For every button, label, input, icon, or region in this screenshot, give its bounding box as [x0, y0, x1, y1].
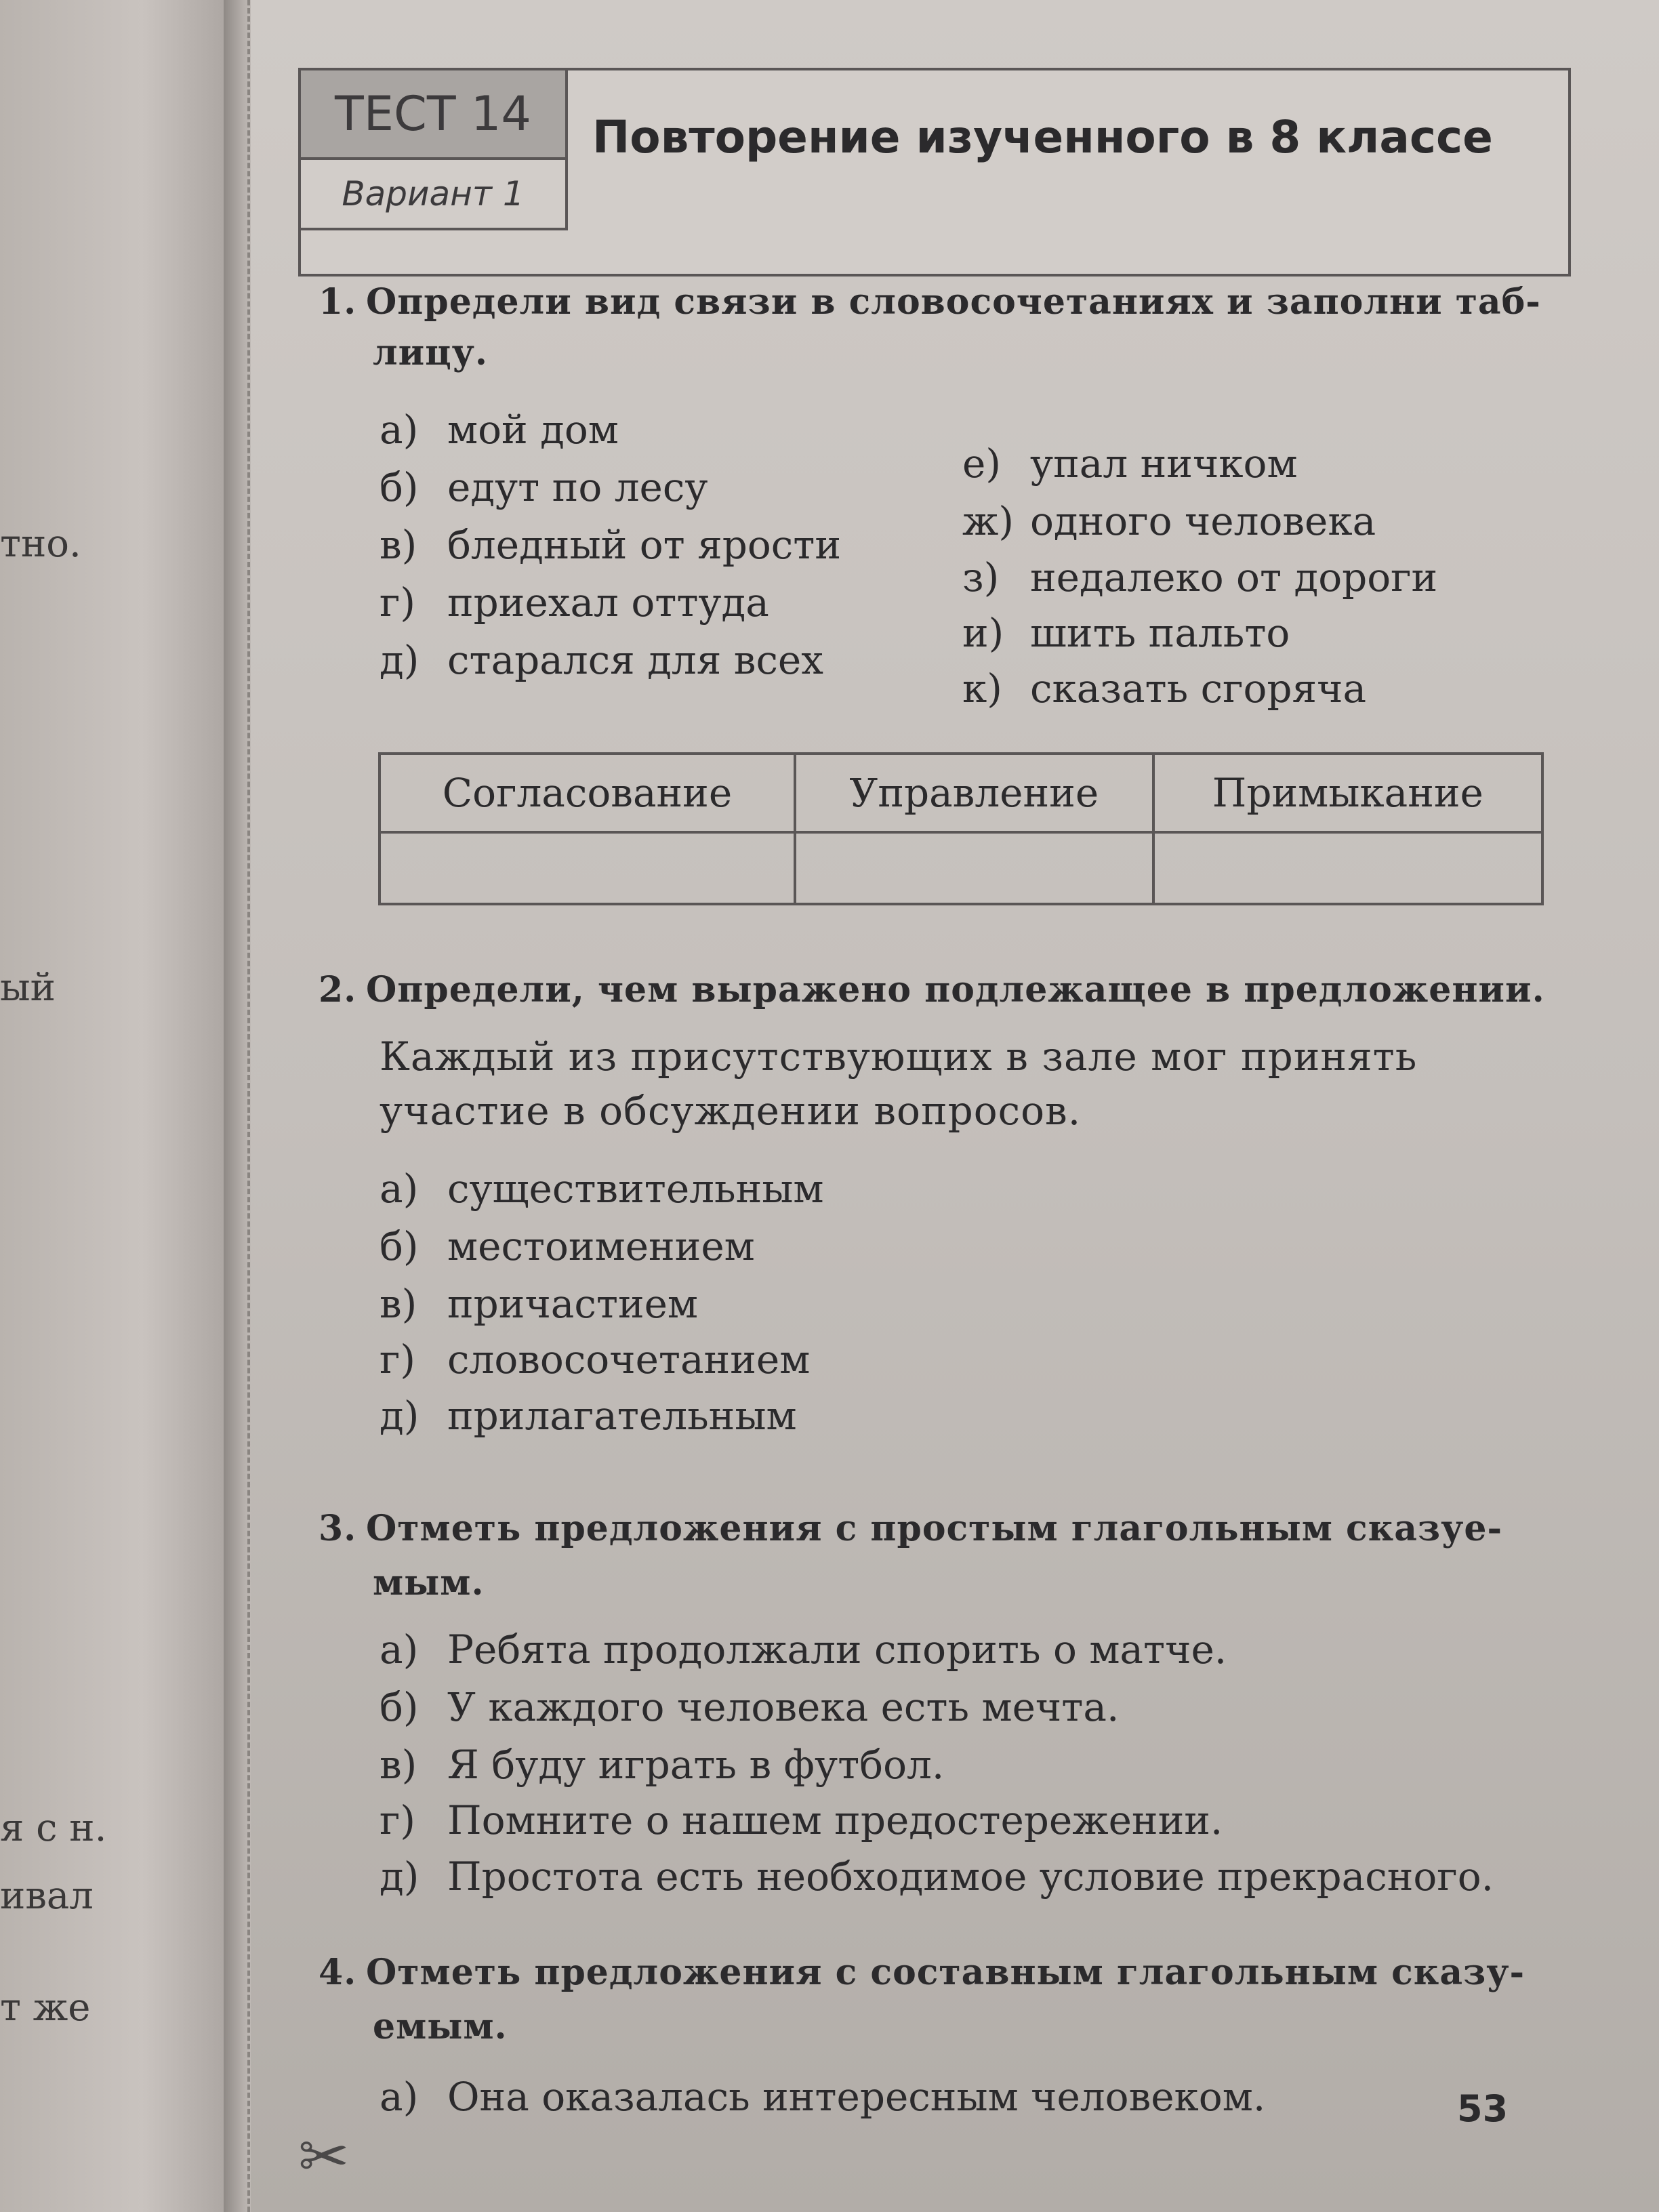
answer-cell[interactable] — [795, 832, 1153, 904]
test-title: Повторение изученного в 8 классе — [592, 111, 1493, 163]
page-number: 53 — [1457, 2087, 1509, 2130]
left-fragment: я с н. — [0, 1806, 107, 1850]
option[interactable]: б) У каждого человека есть мечта. — [380, 1684, 1120, 1730]
answer-cell[interactable] — [380, 832, 795, 904]
question-text-cont: емым. — [373, 2006, 508, 2047]
option[interactable]: в) Я буду играть в футбол. — [380, 1742, 945, 1788]
example-sentence-cont: участие в обсуждении вопросов. — [380, 1088, 1082, 1134]
option[interactable]: а) Ребята продолжали спорить о матче. — [380, 1626, 1227, 1673]
question-1 — [319, 281, 1541, 323]
option[interactable]: а) существительным — [380, 1166, 824, 1212]
question-text-cont: лицу. — [373, 332, 489, 373]
answer-table — [378, 752, 1544, 905]
option[interactable]: б) местоимением — [380, 1223, 755, 1269]
option[interactable]: к) сказать сгоряча — [962, 665, 1367, 712]
table-header: Согласование — [380, 754, 795, 832]
question-text: Отметь предложения с составным глагольным сказу- — [366, 1952, 1525, 1993]
question-number: 3. — [319, 1508, 357, 1549]
scissors-icon: ✂ — [298, 2121, 350, 2192]
question-text-cont: мым. — [373, 1562, 485, 1603]
option[interactable]: г) словосочетанием — [380, 1336, 811, 1382]
option[interactable]: д) Простота есть необходимое условие прекрасного. — [380, 1853, 1494, 1900]
question-text: Определи, чем выражено подлежащее в предложении. — [366, 969, 1545, 1010]
question-number: 2. — [319, 969, 357, 1010]
question-number: 4. — [319, 1952, 357, 1993]
option[interactable]: б) едут по лесу — [380, 464, 708, 510]
question-number: 1. — [319, 281, 357, 323]
example-sentence: Каждый из присутствующих в зале мог принять — [380, 1033, 1418, 1080]
answer-cell[interactable] — [1153, 832, 1542, 904]
option[interactable]: д) старался для всех — [380, 637, 823, 683]
option[interactable]: г) приехал оттуда — [380, 579, 769, 626]
option[interactable]: е) упал ничком — [962, 441, 1298, 487]
left-fragment: ивал — [0, 1874, 94, 1918]
table-header: Управление — [795, 754, 1153, 832]
question-2 — [319, 969, 1545, 1010]
left-fragment: тно. — [0, 522, 81, 566]
question-3 — [319, 1508, 1502, 1549]
left-fragment: т же — [0, 1986, 91, 2030]
test-label: ТЕСТ 14 — [301, 70, 568, 160]
previous-page — [0, 0, 237, 2212]
table-header: Примыкание — [1153, 754, 1542, 832]
option[interactable]: а) Она оказалась интересным человеком. — [380, 2074, 1266, 2120]
option[interactable]: г) Помните о нашем предостережении. — [380, 1797, 1223, 1843]
option[interactable]: з) недалеко от дороги — [962, 554, 1438, 600]
option[interactable]: в) причастием — [380, 1281, 699, 1327]
option[interactable]: д) прилагательным — [380, 1393, 797, 1439]
cut-line — [247, 0, 250, 2212]
option[interactable]: в) бледный от ярости — [380, 522, 842, 568]
variant-label: Вариант 1 — [301, 160, 568, 230]
question-4 — [319, 1952, 1525, 1993]
option[interactable]: а) мой дом — [380, 407, 619, 453]
question-text: Отметь предложения с простым глагольным сказуе- — [366, 1508, 1503, 1549]
test-header — [298, 68, 1571, 276]
option[interactable]: ж) одного человека — [962, 498, 1376, 544]
left-fragment: ый — [0, 966, 56, 1010]
question-text: Определи вид связи в словосочетаниях и заполни таб- — [366, 281, 1541, 323]
option[interactable]: и) шить пальто — [962, 610, 1290, 656]
